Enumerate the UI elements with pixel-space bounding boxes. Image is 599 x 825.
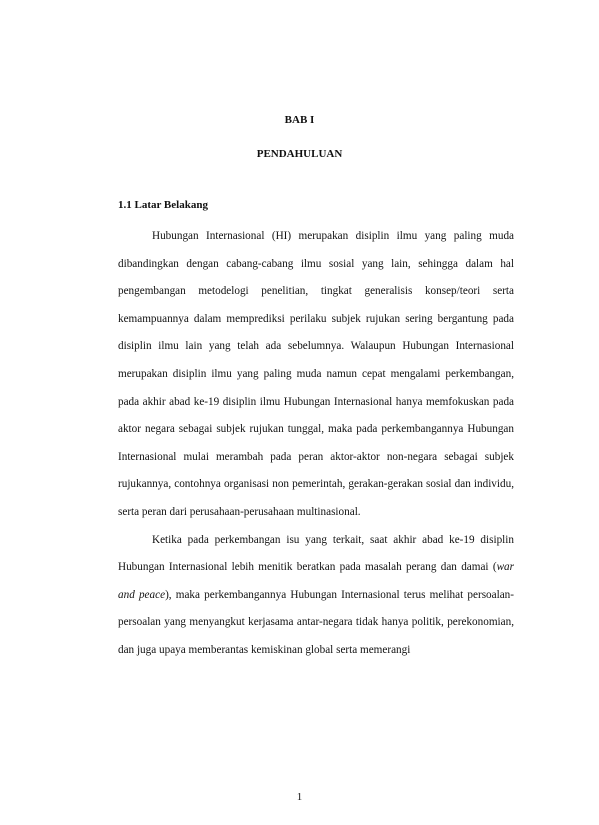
paragraph-2-italic-term: war and peace	[118, 561, 514, 601]
paragraph-2	[118, 527, 514, 665]
paragraph-2-text-start: Ketika pada perkembangan isu yang terkait, saat akhir abad ke-19 disiplin Hubungan Internasional lebih menitik beratkan pada masalah perang dan damai (	[118, 533, 514, 574]
chapter-title: PENDAHULUAN	[256, 148, 343, 160]
section-heading: 1.1 Latar Belakang	[118, 199, 208, 211]
paragraph-1	[118, 223, 514, 527]
paragraph-1-text: Hubungan Internasional (HI) merupakan disiplin ilmu yang paling muda dibandingkan dengan cabang-cabang ilmu sosial yang lain, sehingga dalam hal pengembangan metodelogi penelitian, tingkat generalisis konsep/teori serta kemampuannya dalam memprediksi perilaku subjek rujukan sering bergantung pada disiplin ilmu lain yang telah ada sebelumnya. Walaupun Hubungan Internasional merupakan disiplin ilmu yang paling muda namun cepat mengalami perkembangan, pada akhir abad ke-19 disiplin ilmu Hubungan Internasional hanya memfokuskan pada aktor negara sebagai subjek rujukan tunggal, maka pada perkembangannya Hubungan Internasional mulai merambah pada peran aktor-aktor non-negara sebagai subjek rujukannya, contohnya organisasi non pemerintah, gerakan-gerakan sosial dan individu, serta peran dari perusahaan-perusahaan multinasional.	[118, 230, 514, 518]
paragraph-2-text-end: ), maka perkembangannya Hubungan Internasional terus melihat persoalan-persoalan yang menyangkut kerjasama antar-negara tidak hanya politik, perekonomian, dan juga upaya memberantas kemiskinan global serta memerangi	[118, 588, 514, 656]
body-text	[118, 223, 514, 665]
page-number: 1	[296, 791, 303, 803]
chapter-number: BAB I	[284, 114, 315, 126]
